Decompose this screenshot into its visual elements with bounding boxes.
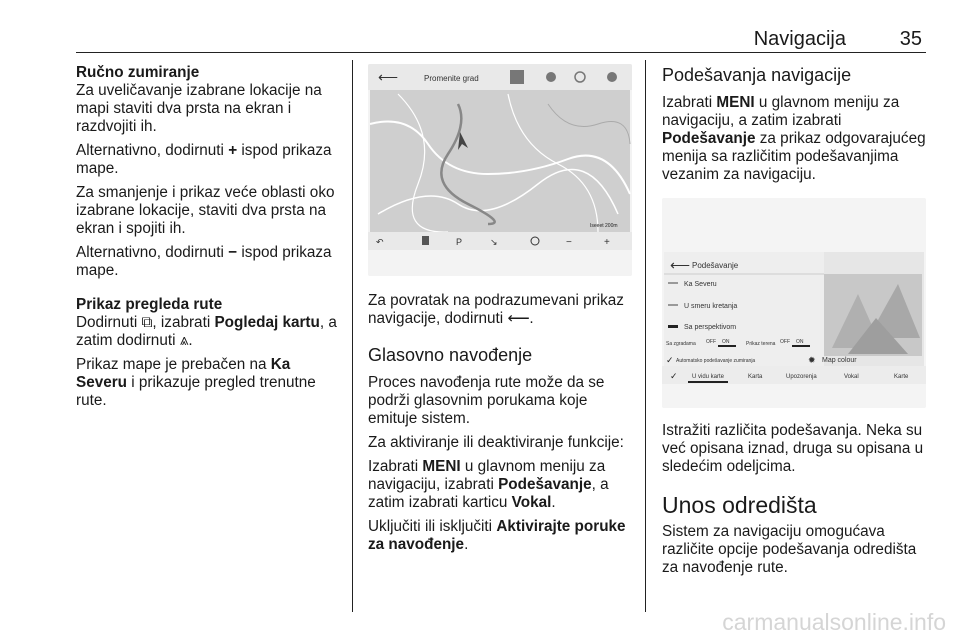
section-title-route-overview: Prikaz pregleda rute [76, 296, 223, 313]
svg-text:+: + [604, 237, 610, 248]
screen-title: Podešavanje [692, 261, 739, 270]
paragraph: Izabrati MENI u glavnom meniju za navigaciju, izabrati Podešavanje, a zatim izabrati karticu Vokal. [368, 458, 609, 511]
back-arrow-icon: ⟵ [670, 257, 691, 273]
svg-text:Vokal: Vokal [844, 374, 859, 380]
column-2 [368, 64, 638, 560]
svg-text:✓: ✓ [670, 371, 678, 381]
paragraph: Za aktiviranje ili deaktiviranje funkcije: [368, 434, 624, 451]
svg-text:P: P [456, 237, 463, 247]
svg-text:↘: ↘ [490, 237, 498, 247]
svg-text:Map colour: Map colour [822, 357, 857, 364]
page-number: 35 [899, 28, 922, 50]
poi-icon [607, 72, 617, 82]
svg-text:U vidu karte: U vidu karte [692, 374, 725, 380]
svg-text:Karte: Karte [894, 374, 909, 380]
svg-text:−: − [566, 237, 572, 248]
watermark: carmanualsonline.info [722, 609, 946, 635]
section-title-navigation-settings: Podešavanja navigacije [662, 65, 852, 85]
svg-text:Prikaz terena: Prikaz terena [746, 341, 776, 347]
svg-text:↶: ↶ [376, 237, 384, 247]
scale-label: Iseeet 200m [590, 223, 618, 229]
plus-icon: + [228, 142, 238, 159]
paragraph: Za uveličavanje izabrane lokacije na mapi staviti dva prsta na ekran i razdvojiti ih. [76, 82, 322, 135]
svg-text:✓: ✓ [666, 355, 674, 365]
minus-icon: − [228, 244, 238, 261]
paragraph: Izabrati MENI u glavnom meniju za navigaciju, a zatim izabrati Podešavanje za prikaz odgovarajućeg menija sa različitim podešavanjima vezanim za navigaciju. [662, 94, 926, 183]
svg-text:ON: ON [722, 339, 730, 345]
paragraph: Za povratak na podrazumevani prikaz navigacije, dodirnuti ⟵. [368, 292, 624, 327]
svg-text:Automatsko podešavanje zumiran: Automatsko podešavanje zumiranja [676, 358, 756, 364]
paragraph: Proces navođenja rute može da se podrži glasovnim porukama koje emituje sistem. [368, 374, 605, 427]
route-options-icon: ⧉ [141, 314, 153, 331]
compass-icon: ⩓ [179, 332, 189, 349]
paragraph: Za smanjenje i prikaz veće oblasti oko izabrane lokacije, staviti dva prsta na ekran i spojiti ih. [76, 184, 335, 237]
paragraph: Prikaz mape je prebačen na Ka Severu i prikazuje pregled trenutne rute. [76, 356, 316, 409]
back-arrow-icon: ⟵ [507, 310, 530, 327]
header-rule [76, 52, 926, 53]
screen-title: Promenite grad [424, 74, 479, 83]
svg-text:Ka Severu: Ka Severu [684, 281, 717, 288]
column-divider-1 [352, 60, 353, 612]
section-title-voice-guidance: Glasovno navođenje [368, 345, 533, 365]
svg-text:OFF: OFF [706, 339, 716, 345]
car-icon [546, 72, 556, 82]
sun-icon: ✹ [808, 355, 816, 365]
svg-text:Upozorenja: Upozorenja [786, 374, 817, 380]
svg-text:OFF: OFF [780, 339, 790, 345]
map-screenshot [368, 64, 632, 276]
paragraph: Dodirnuti ⧉, izabrati Pogledaj kartu, a zatim dodirnuti ⩓. [76, 314, 337, 349]
column-1 [76, 64, 344, 416]
page-title: Navigacija [753, 28, 846, 50]
paragraph: Sistem za navigaciju omogućava različite opcije podešavanja odredišta za navođenje rute. [662, 523, 917, 576]
paragraph: Alternativno, dodirnuti − ispod prikaza mape. [76, 244, 332, 279]
section-title-manual-zoom: Ručno zumiranje [76, 64, 200, 81]
settings-screenshot [662, 198, 926, 408]
svg-text:ON: ON [796, 339, 804, 345]
svg-text:U smeru kretanja: U smeru kretanja [684, 303, 738, 310]
svg-text:Sa perspektivom: Sa perspektivom [684, 324, 737, 331]
page-header [76, 28, 926, 52]
paragraph: Uključiti ili isključiti Aktivirajte poruke za navođenje. [368, 518, 626, 553]
svg-text:Sa zgradama: Sa zgradama [666, 341, 696, 347]
section-title-destination-input: Unos odredišta [662, 492, 817, 518]
svg-text:Karta: Karta [748, 374, 763, 380]
paragraph: Alternativno, dodirnuti + ispod prikaza mape. [76, 142, 332, 177]
column-divider-2 [645, 60, 646, 612]
route-icon [510, 70, 524, 84]
column-3 [662, 64, 928, 583]
paragraph: Istražiti različita podešavanja. Neka su već opisana iznad, druga su opisana u sledećim odeljcima. [662, 422, 924, 475]
back-arrow-icon: ⟵ [378, 69, 399, 85]
